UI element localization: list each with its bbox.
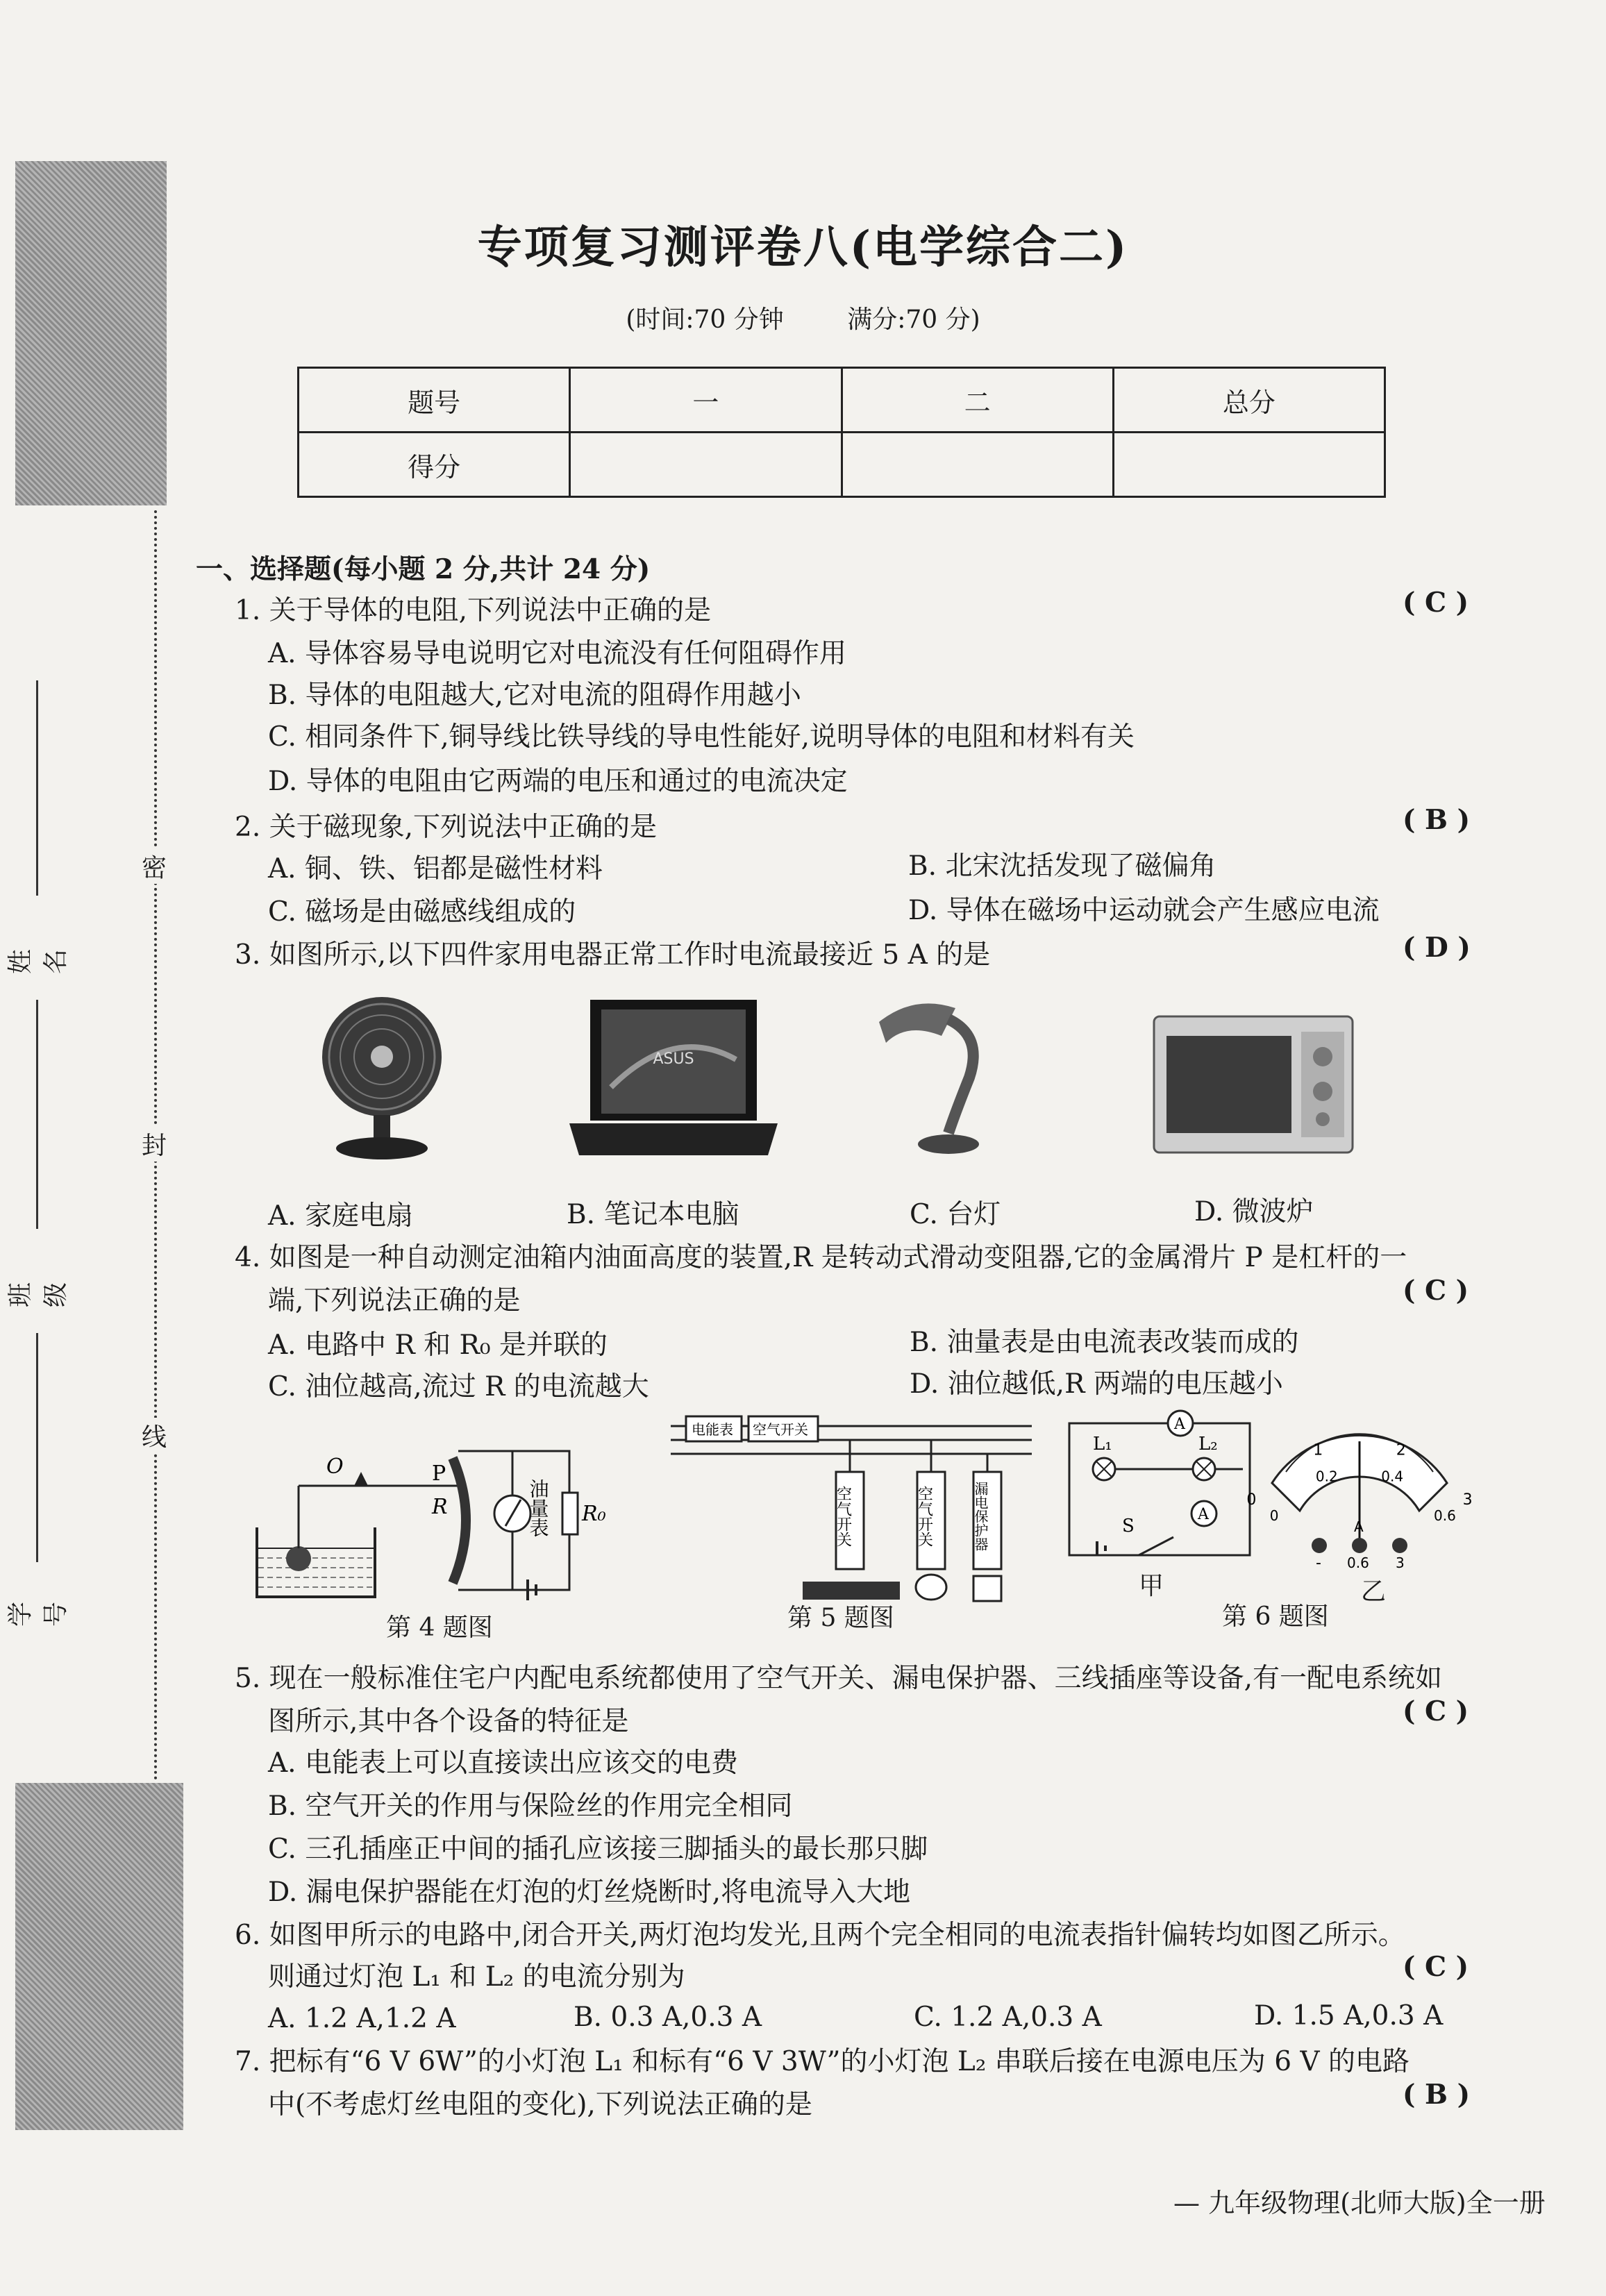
student-id-field[interactable] xyxy=(36,1333,38,1562)
answer-bracket: ( C ) xyxy=(1403,587,1469,619)
option: A. 导体容易导电说明它对电流没有任何阻碍作用 xyxy=(268,638,846,669)
question-stem: 则通过灯泡 L₁ 和 L₂ 的电流分别为 xyxy=(268,1961,685,1993)
option: C. 三孔插座正中间的插孔应该接三脚插头的最长那只脚 xyxy=(268,1834,928,1865)
terminal-label: 0.6 xyxy=(1347,1555,1369,1571)
question-stem: 7. 把标有“6 V 6W”的小灯泡 L₁ 和标有“6 V 3W”的小灯泡 L₂ 串联后接在电源电压为 6 V 的电路 xyxy=(235,2046,1410,2077)
fig6-s: S xyxy=(1122,1516,1135,1536)
figure-caption: 第 4 题图 xyxy=(386,1614,493,1642)
fig5-main-switch: 空气开关 xyxy=(753,1421,808,1438)
option: D. 1.5 A,0.3 A xyxy=(1254,2000,1444,2031)
dial-tick-label: 0 xyxy=(1246,1491,1257,1509)
class-label: 班级 xyxy=(6,1282,70,1307)
option: B. 笔记本电脑 xyxy=(567,1199,739,1230)
option: C. 油位越高,流过 R 的电流越大 xyxy=(268,1371,649,1402)
option: D. 导体在磁场中运动就会产生感应电流 xyxy=(908,895,1380,926)
option: A. 铜、铁、铝都是磁性材料 xyxy=(268,853,603,885)
table-row xyxy=(299,368,1385,433)
option: A. 1.2 A,1.2 A xyxy=(268,2003,456,2034)
answer-bracket: ( C ) xyxy=(1403,1695,1469,1727)
exam-time: (时间:70 分钟 xyxy=(626,305,784,334)
option: B. 空气开关的作用与保险丝的作用完全相同 xyxy=(268,1791,793,1822)
figure-4-oil-gauge xyxy=(250,1423,625,1604)
terminal-label: - xyxy=(1316,1555,1321,1572)
option: D. 导体的电阻由它两端的电压和通过的电流决定 xyxy=(268,766,848,797)
fan-image xyxy=(312,994,451,1161)
name-label: 姓名 xyxy=(6,948,70,974)
option: A. 电路中 R 和 R₀ 是并联的 xyxy=(268,1330,608,1361)
answer-bracket: ( C ) xyxy=(1403,1951,1469,1983)
question-stem: 2. 关于磁现象,下列说法中正确的是 xyxy=(235,812,658,843)
dial-tick-label: 0 xyxy=(1269,1507,1279,1524)
table-cell: 题号 xyxy=(299,368,570,433)
score-input-cell[interactable] xyxy=(1113,433,1385,497)
dial-tick-label: 1 xyxy=(1313,1441,1323,1459)
exam-full-score: 满分:70 分) xyxy=(847,305,980,334)
ammeter-unit: A xyxy=(1354,1518,1364,1535)
table-row xyxy=(299,433,1385,497)
option: A. 家庭电扇 xyxy=(268,1200,413,1232)
fig6-l2: L₂ xyxy=(1198,1434,1218,1455)
figure-5-distribution xyxy=(671,1409,1032,1604)
fig6-ammeter-label: A xyxy=(1198,1506,1209,1523)
exam-info xyxy=(0,300,1606,335)
fig5-switch-1: 空气开关 xyxy=(834,1486,852,1547)
student-id-label: 学号 xyxy=(6,1601,70,1627)
class-field[interactable] xyxy=(36,1000,38,1229)
dial-tick-label: 3 xyxy=(1462,1491,1473,1509)
figure-label-jia: 甲 xyxy=(1139,1572,1164,1600)
option: B. 0.3 A,0.3 A xyxy=(574,2002,762,2033)
page-footer: — 九年级物理(北师大版)全一册 xyxy=(1173,2188,1546,2218)
figure-label-yi: 乙 xyxy=(1361,1577,1387,1606)
desk-lamp-image xyxy=(865,994,1004,1161)
table-cell: 得分 xyxy=(299,433,570,497)
dial-tick-label: 0.4 xyxy=(1381,1468,1404,1485)
question-stem: 6. 如图甲所示的电路中,闭合开关,两灯泡均发光,且两个完全相同的电流表指针偏转均如图乙所示。 xyxy=(235,1920,1405,1951)
option: C. 磁场是由磁感线组成的 xyxy=(268,896,576,928)
page-title: 专项复习测评卷八(电学综合二) xyxy=(477,221,1129,274)
fig5-meter: 电能表 xyxy=(692,1421,733,1438)
question-stem: 5. 现在一般标准住宅户内配电系统都使用了空气开关、漏电保护器、三线插座等设备,有一配电系统如 xyxy=(235,1663,1443,1694)
seal-char: 密 xyxy=(142,848,167,884)
question-stem: 中(不考虑灯丝电阻的变化),下列说法正确的是 xyxy=(268,2089,812,2120)
option: D. 漏电保护器能在灯泡的灯丝烧断时,将电流导入大地 xyxy=(268,1877,911,1908)
figure-caption: 第 5 题图 xyxy=(787,1604,894,1632)
option: B. 北宋沈括发现了磁偏角 xyxy=(908,850,1216,882)
option: D. 微波炉 xyxy=(1194,1196,1314,1227)
seal-char: 线 xyxy=(142,1418,167,1453)
question-stem: 图所示,其中各个设备的特征是 xyxy=(268,1706,629,1737)
answer-bracket: ( B ) xyxy=(1403,804,1471,836)
table-cell: 二 xyxy=(842,368,1113,433)
fig4-label-o: O xyxy=(326,1455,344,1479)
microwave-image xyxy=(1153,1015,1354,1154)
question-stem: 端,下列说法正确的是 xyxy=(268,1285,521,1316)
score-input-cell[interactable] xyxy=(570,433,842,497)
laptop-brand: ASUS xyxy=(653,1050,694,1068)
seal-char: 封 xyxy=(142,1126,167,1162)
fig4-label-p: P xyxy=(432,1461,446,1486)
score-table xyxy=(297,367,1386,498)
fig4-label-r: R xyxy=(432,1495,448,1519)
dial-tick-label: 2 xyxy=(1396,1441,1406,1459)
figure-6-ammeter-yi xyxy=(1246,1416,1473,1572)
laptop-image xyxy=(569,997,778,1158)
option: C. 相同条件下,铜导线比铁导线的导电性能好,说明导体的电阻和材料有关 xyxy=(268,721,1135,753)
fig5-switch-2: 空气开关 xyxy=(915,1486,933,1547)
table-cell: 总分 xyxy=(1113,368,1385,433)
section-heading: 一、选择题(每小题 2 分,共计 24 分) xyxy=(196,553,651,585)
option: C. 1.2 A,0.3 A xyxy=(914,2002,1102,2033)
question-stem: 3. 如图所示,以下四件家用电器正常工作时电流最接近 5 A 的是 xyxy=(235,939,991,971)
fig4-label-r0: R₀ xyxy=(582,1502,606,1526)
figure-caption: 第 6 题图 xyxy=(1222,1602,1329,1631)
fig6-l1: L₁ xyxy=(1093,1434,1112,1455)
option: B. 导体的电阻越大,它对电流的阻碍作用越小 xyxy=(268,680,801,711)
score-input-cell[interactable] xyxy=(842,433,1113,497)
question-stem: 4. 如图是一种自动测定油箱内油面高度的装置,R 是转动式滑动变阻器,它的金属滑片 P 是杠杆的一 xyxy=(235,1242,1407,1273)
scan-shading-bottom xyxy=(15,1783,183,2130)
option: B. 油量表是由电流表改装而成的 xyxy=(910,1327,1299,1358)
answer-bracket: ( C ) xyxy=(1403,1275,1469,1307)
dial-tick-label: 0.6 xyxy=(1433,1507,1456,1524)
fig6-ammeter-label: A xyxy=(1174,1416,1185,1433)
option: C. 台灯 xyxy=(910,1199,1001,1230)
answer-bracket: ( D ) xyxy=(1403,932,1471,964)
name-field[interactable] xyxy=(36,680,38,896)
figure-6-circuit-jia xyxy=(1055,1409,1264,1583)
option: D. 油位越低,R 两端的电压越小 xyxy=(910,1368,1283,1400)
table-cell: 一 xyxy=(570,368,842,433)
option: A. 电能表上可以直接读出应该交的电费 xyxy=(268,1748,738,1779)
answer-bracket: ( B ) xyxy=(1403,2079,1471,2111)
terminal-label: 3 xyxy=(1396,1555,1405,1571)
question-stem: 1. 关于导体的电阻,下列说法中正确的是 xyxy=(235,595,712,626)
dial-tick-label: 0.2 xyxy=(1315,1468,1338,1485)
fig5-protector: 漏电保护器 xyxy=(972,1482,989,1551)
fig4-label-meter: 油量表 xyxy=(526,1479,550,1537)
